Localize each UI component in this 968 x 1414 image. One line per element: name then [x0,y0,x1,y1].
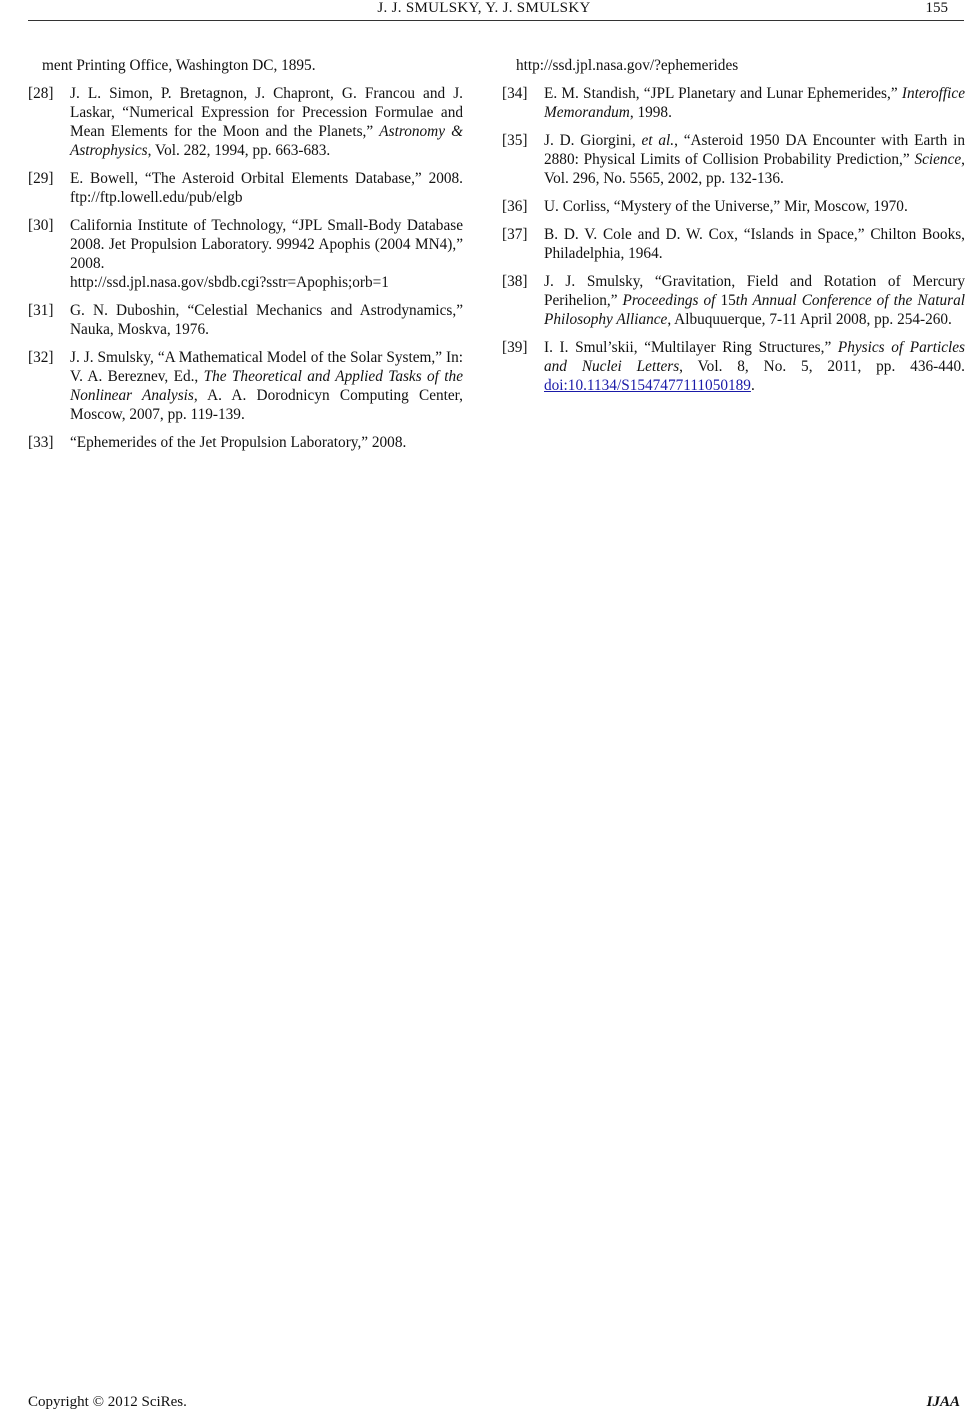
reference-number: [29] [28,170,54,187]
reference-number: [39] [502,339,528,356]
reference-text: E. M. Standish, “JPL Planetary and Lunar Ephemerides,” Interoffice Memorandum, 1998. [544,85,965,121]
reference-33 [28,433,463,452]
running-header-authors: J. J. SMULSKY, Y. J. SMULSKY [377,0,591,16]
reference-number: [28] [28,85,54,102]
reference-number: [32] [28,349,54,366]
copyright-notice: Copyright © 2012 SciRes. [28,1394,187,1410]
reference-number: [30] [28,217,54,234]
reference-text: J. L. Simon, P. Bretagnon, J. Chapront, G. Francou and J. Laskar, “Numerical Expression for Precession Formulae and Mean Elements for the Moon and the Planets,” Astronomy & Astrophysics, Vol. 282, 1994, pp. 663-683. [70,85,464,159]
page-number: 155 [925,0,948,16]
reference-text: E. Bowell, “The Asteroid Orbital Elements Database,” 2008. ftp://ftp.lowell.edu/pub/elgb [70,170,463,206]
reference-28 [28,84,463,160]
reference-number: [34] [502,85,528,102]
reference-number: [31] [28,302,54,319]
reference-31 [28,301,463,339]
left-column [28,56,463,461]
reference-text: B. D. V. Cole and D. W. Cox, “Islands in Space,” Chilton Books, Philadelphia, 1964. [544,226,965,262]
reference-text: G. N. Duboshin, “Celestial Mechanics and Astrodynamics,” Nauka, Moskva, 1976. [70,302,463,338]
reference-text: I. I. Smul’skii, “Multilayer Ring Structures,” Physics of Particles and Nuclei Letters, Vol. 8, No. 5, 2011, pp. 436-440. doi:10.1134/S1547477111050189. [544,339,965,394]
reference-text: U. Corliss, “Mystery of the Universe,” Mir, Moscow, 1970. [544,198,908,215]
reference-continuation-url[interactable]: http://ssd.jpl.nasa.gov/?ephemerides [516,57,739,74]
reference-number: [36] [502,198,528,215]
header-divider [28,20,964,21]
reference-url[interactable]: http://ssd.jpl.nasa.gov/sbdb.cgi?sstr=Apophis;orb=1 [70,274,389,291]
reference-text: J. D. Giorgini, et al., “Asteroid 1950 DA Encounter with Earth in 2880: Physical Limits of Collision Probability Prediction,” Science, Vol. 296, No. 5565, 2002, pp. 132-136. [544,132,965,187]
reference-38 [502,272,965,329]
right-column [502,56,965,404]
reference-39 [502,338,965,395]
reference-35 [502,131,965,188]
reference-29 [28,169,463,207]
reference-text: “Ephemerides of the Jet Propulsion Laboratory,” 2008. [70,434,407,451]
reference-34 [502,84,965,122]
reference-text: J. J. Smulsky, “Gravitation, Field and Rotation of Mercury Perihelion,” Proceedings of 15th Annual Conference of the Natural Philosophy Alliance, Albuquuerque, 7-11 April 2008, pp. 254-260. [544,273,965,328]
reference-text: J. J. Smulsky, “A Mathematical Model of the Solar System,” In: V. A. Bereznev, Ed., The Theoretical and Applied Tasks of the Nonlinear Analysis, A. A. Dorodnicyn Computing Center, Moscow, 2007, pp. 119-139. [70,349,463,423]
reference-37 [502,225,965,263]
reference-32 [28,348,463,424]
reference-number: [35] [502,132,528,149]
reference-number: [38] [502,273,528,290]
journal-abbreviation: IJAA [926,1394,960,1410]
reference-number: [33] [28,434,54,451]
doi-link[interactable]: doi:10.1134/S1547477111050189 [544,377,751,394]
reference-number: [37] [502,226,528,243]
reference-30 [28,216,463,292]
reference-continuation: ment Printing Office, Washington DC, 1895. [42,57,316,74]
reference-36 [502,197,965,216]
reference-text: California Institute of Technology, “JPL Small-Body Database 2008. Jet Propulsion Laboratory. 99942 Apophis (2004 MN4),” 2008. http://ssd.jpl.nasa.gov/sbdb.cgi?sstr=Apophis;orb=1 [70,217,463,291]
